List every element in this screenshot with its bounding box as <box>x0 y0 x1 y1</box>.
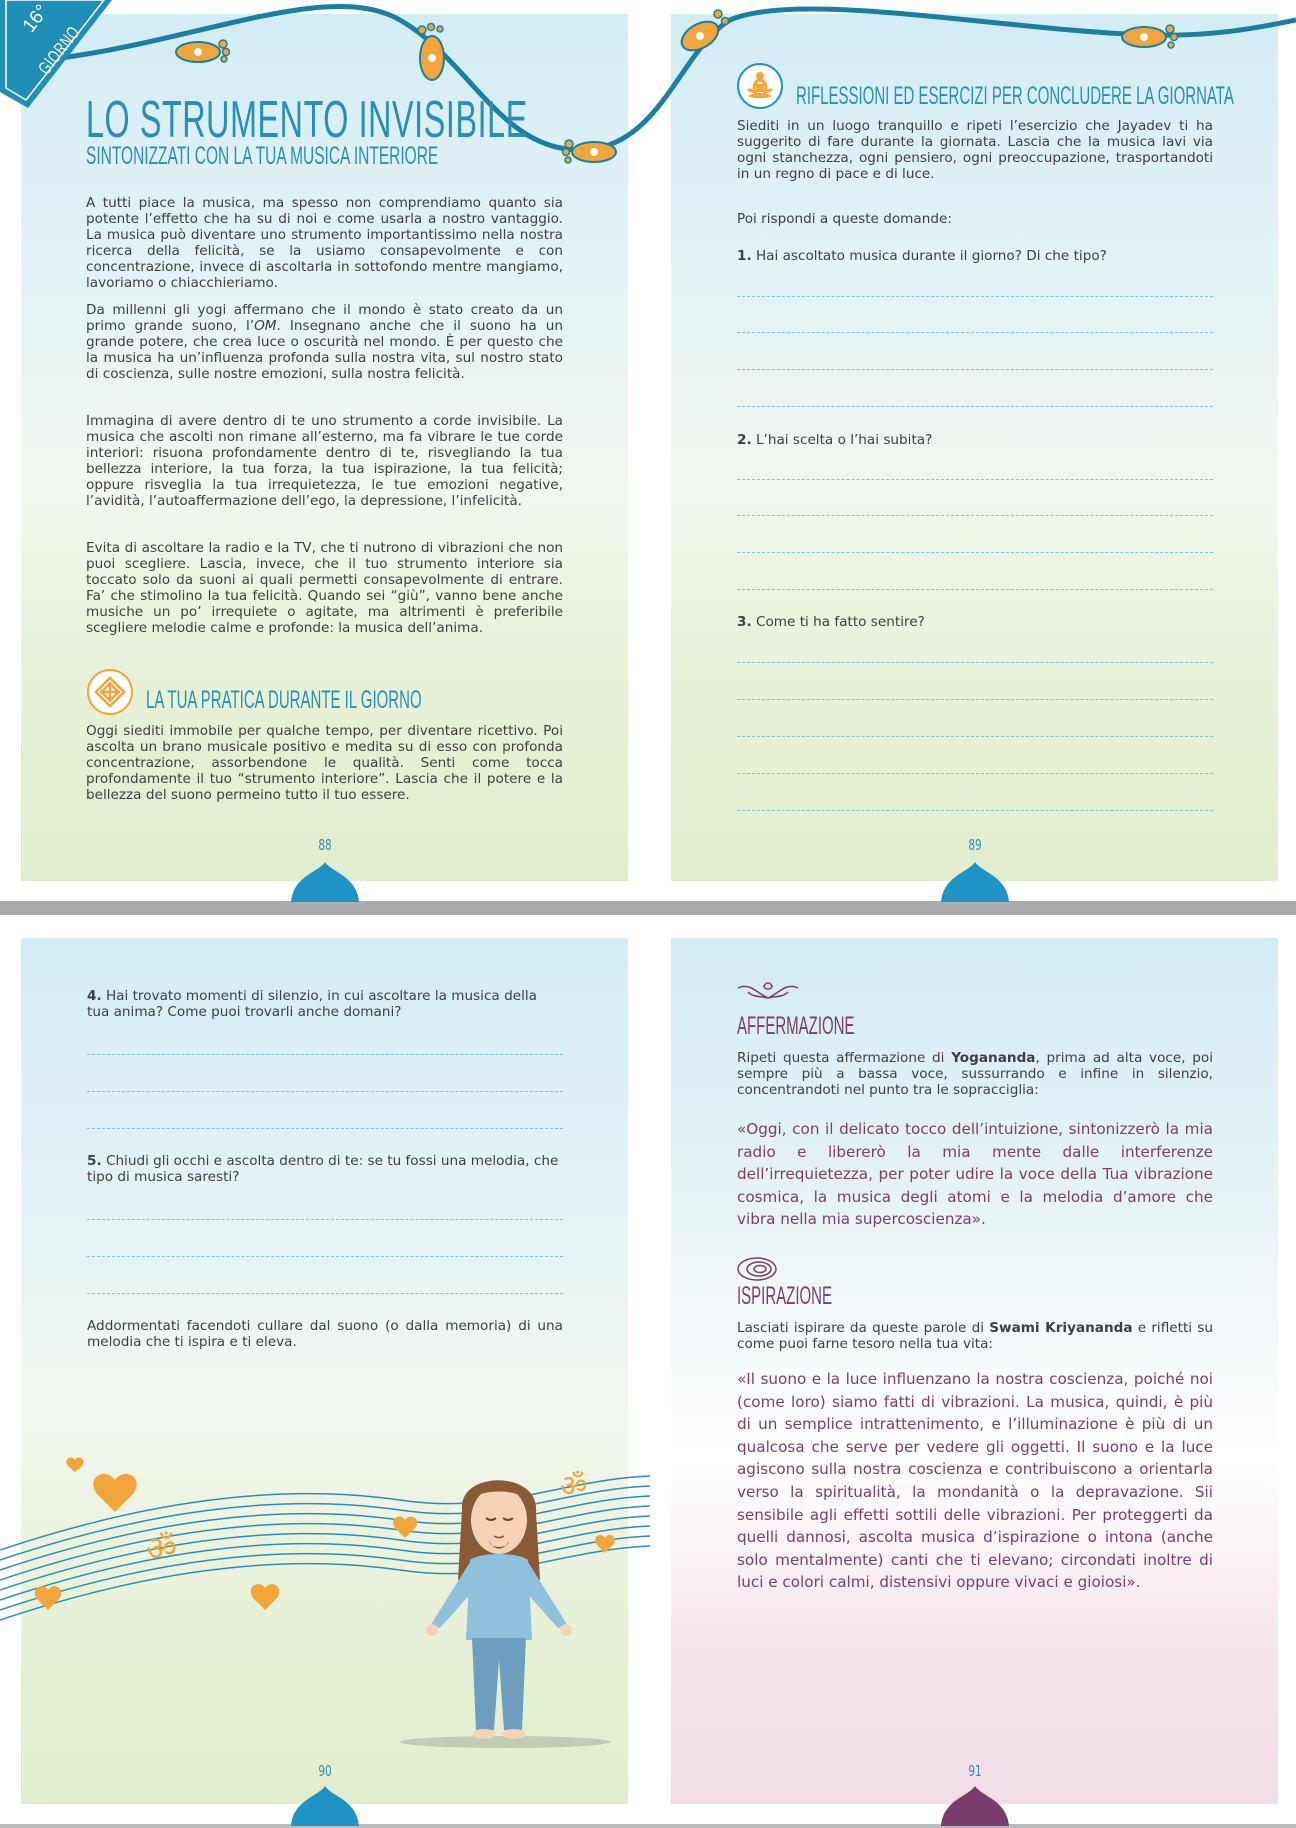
om-icon: ॐ <box>146 1529 178 1569</box>
answer-line[interactable] <box>87 1219 563 1220</box>
footprint-icon <box>410 20 454 90</box>
answer-line[interactable] <box>737 589 1213 590</box>
spiral-icon <box>736 1256 778 1282</box>
answer-line[interactable] <box>87 1054 563 1055</box>
lotus-ornament-icon <box>736 980 800 1004</box>
page-title: LO STRUMENTO INVISIBILE <box>86 91 528 149</box>
page-number: 89 <box>968 836 982 854</box>
reflections-title: RIFLESSIONI ED ESERCIZI PER CONCLUDERE LA GIORNATA <box>796 82 1234 110</box>
dome-icon <box>289 1786 361 1826</box>
dome-icon <box>939 862 1011 902</box>
reflections-intro: Siediti in un luogo tranquillo e ripeti l’esercizio che Jayadev ti ha suggerito di fare durante la giornata. Lascia che la musica lavi via ogni stanchezza, ogni pensiero, ogni preoccupazione, trasportandoti in un regno di pace e di luce. <box>737 118 1213 182</box>
paragraph-3: Immagina di avere dentro di te uno strumento a corde invisibile. La musica che ascolti non rimane all’esterno, ma fa vibrare le tue corde interiori: risuona profondamente dentro di te, risvegliando la tua bellezza interiore, la tua forza, la tua ispirazione, la tua felicità; oppure risveglia la tua irrequietezza, le tue emozioni negative, l’avidità, l’autoaffermazione dell’ego, la depressione, l’infelicità. <box>86 413 563 509</box>
page-number: 88 <box>318 836 332 854</box>
question-5-number: 5. <box>87 1153 102 1169</box>
paragraph-2 <box>86 302 563 382</box>
practice-text: Oggi siediti immobile per qualche tempo, per diventare ricettivo. Poi ascolta un brano musicale positivo e medita su di esso con profonda concentrazione, assorbendone le qualità. Senti come tocca profondamente il tuo “strumento interiore”. Lascia che il potere e la bellezza del suono permeino tutto il tuo essere. <box>86 723 563 803</box>
paragraph-2-text-b: . Insegnano anche che il suono ha un grande potere, che crea luce o oscurità nel mondo. È per questo che la musica ha un’influenza profonda sulla nostra vita, sul nostro stato di coscienza, sulle nostre emozioni, sulla nostra felicità. <box>86 318 563 382</box>
answer-line[interactable] <box>737 515 1213 516</box>
question-1 <box>737 248 1107 264</box>
page-number: 90 <box>318 1762 332 1780</box>
answer-line[interactable] <box>737 406 1213 407</box>
footprint-icon <box>672 6 732 60</box>
day-number: 16° <box>18 0 54 37</box>
answer-line[interactable] <box>737 296 1213 297</box>
om-word: OM <box>254 318 277 334</box>
question-1-number: 1. <box>737 248 752 264</box>
affirmation-intro <box>737 1050 1213 1098</box>
person-illustration <box>426 1480 572 1739</box>
answer-line[interactable] <box>737 699 1213 700</box>
endless-knot-icon <box>86 668 134 716</box>
footprint-icon <box>168 34 232 66</box>
answer-line[interactable] <box>87 1293 563 1294</box>
affirmation-intro-b: , prima ad alta voce, poi sempre più a bassa voce, sussurrando e infine in silenzio, concentrandoti nel punto tra le sopracciglia: <box>737 1050 1213 1098</box>
affirmation-quote: «Oggi, con il delicato tocco dell’intuizione, sintonizzerò la mia radio e libererò la mia mente dalle interferenze dell’irrequietezza, per poter udire la voce della Tua vibrazione cosmica, la musica degli atomi e la melodia d’amore che vibra nella mia supercoscienza». <box>737 1120 1213 1229</box>
answer-line[interactable] <box>87 1091 563 1092</box>
question-1-text: Hai ascoltato musica durante il giorno? Di che tipo? <box>755 248 1107 264</box>
questions-prompt: Poi rispondi a queste domande: <box>737 211 952 227</box>
affirmation-intro-a: Ripeti questa affermazione di <box>737 1050 952 1066</box>
question-5 <box>87 1153 563 1185</box>
answer-line[interactable] <box>87 1256 563 1257</box>
meditation-icon <box>736 62 784 110</box>
answer-line[interactable] <box>737 369 1213 370</box>
author-yogananda: Yogananda <box>951 1050 1036 1066</box>
question-2-text: L’hai scelta o l’hai subita? <box>755 432 933 448</box>
author-kriyananda: Swami Kriyananda <box>989 1320 1133 1336</box>
dome-icon <box>289 862 361 902</box>
om-icon: ॐ <box>560 1469 588 1504</box>
question-2 <box>737 432 932 448</box>
page-number: 91 <box>968 1762 982 1780</box>
answer-line[interactable] <box>737 736 1213 737</box>
inspiration-intro-b: e rifletti su come puoi farne tesoro nella tua vita: <box>737 1320 1213 1352</box>
paragraph-4: Evita di ascoltare la radio e la TV, che ti nutrono di vibrazioni che non puoi scegliere. Lascia, invece, che il tuo strumento interiore sia toccato solo da suoni ai quali permetti consapevolmente di entrare. Fa’ che stimolino la tua felicità. Quando sei “giù”, vanno bene anche musiche un po’ irrequiete o agitate, ma altrimenti è preferibile scegliere melodie calme e profonde: la musica dell’anima. <box>86 540 563 636</box>
question-3-number: 3. <box>737 614 752 630</box>
inspiration-intro-a: Lasciati ispirare da queste parole di <box>737 1320 990 1336</box>
answer-line[interactable] <box>737 773 1213 774</box>
footprint-icon <box>1112 20 1182 52</box>
inspiration-intro <box>737 1320 1213 1352</box>
affirmation-title: AFFERMAZIONE <box>737 1012 855 1040</box>
inspiration-title: ISPIRAZIONE <box>737 1282 833 1310</box>
answer-line[interactable] <box>737 662 1213 663</box>
paragraph-2-text-a: Da millenni gli yogi affermano che il mondo è stato creato da un primo grande suono, l’ <box>86 302 563 334</box>
closing-note: Addormentati facendoti cullare dal suono (o dalla memoria) di una melodia che ti ispira e ti eleva. <box>87 1318 563 1350</box>
inspiration-quote: «Il suono e la luce influenzano la nostra coscienza, poiché noi (come loro) siamo fatti di vibrazioni. La musica, quindi, è più di un semplice intrattenimento, e l’illuminazione è più di un qualcosa che serve per vedere gli oggetti. Il suono e la luce agiscono sulla nostra coscienza e contribuiscono a orientarla verso la spiritualità, la mondanità o la depravazione. Sii sensibile agli effetti sottili delle vibrazioni. Per proteggerti da quelli dannosi, ascolta musica d’ispirazione o intona (anche solo mentalmente) canti che ti elevano; circondati inoltre di luci e colori calmi, distensivi oppure vivaci e gioiosi». <box>737 1370 1213 1592</box>
answer-line[interactable] <box>87 1128 563 1129</box>
answer-line[interactable] <box>737 479 1213 480</box>
answer-line[interactable] <box>737 552 1213 553</box>
answer-line[interactable] <box>737 810 1213 811</box>
question-4 <box>87 988 563 1020</box>
question-3-text: Come ti ha fatto sentire? <box>755 614 925 630</box>
answer-line[interactable] <box>737 332 1213 333</box>
question-4-number: 4. <box>87 988 102 1004</box>
bottom-divider <box>0 1824 1296 1828</box>
question-5-text: Chiudi gli occhi e ascolta dentro di te: se tu fossi una melodia, che tipo di musica saresti? <box>87 1153 559 1185</box>
footprint-icon <box>560 136 624 168</box>
paragraph-1: A tutti piace la musica, ma spesso non comprendiamo quanto sia potente l’effetto che ha su di noi e come usarla a nostro vantaggio. La musica può diventare uno strumento importantissimo nella nostra ricerca della felicità, se la usiamo consapevolmente e con concentrazione, invece di ascoltarla in sottofondo mentre mangiamo, lavoriamo o chiacchieriamo. <box>86 195 563 291</box>
question-4-text: Hai trovato momenti di silenzio, in cui ascoltare la musica della tua anima? Come puoi trovarli anche domani? <box>87 988 537 1020</box>
question-3 <box>737 614 925 630</box>
practice-title: LA TUA PRATICA DURANTE IL GIORNO <box>146 686 422 714</box>
spread-divider <box>0 901 1296 915</box>
page-subtitle: SINTONIZZATI CON LA TUA MUSICA INTERIORE <box>86 142 439 170</box>
question-2-number: 2. <box>737 432 752 448</box>
music-staff-illustration <box>0 1440 660 1760</box>
day-label: GIORNO <box>34 22 85 79</box>
dome-icon <box>939 1786 1011 1826</box>
